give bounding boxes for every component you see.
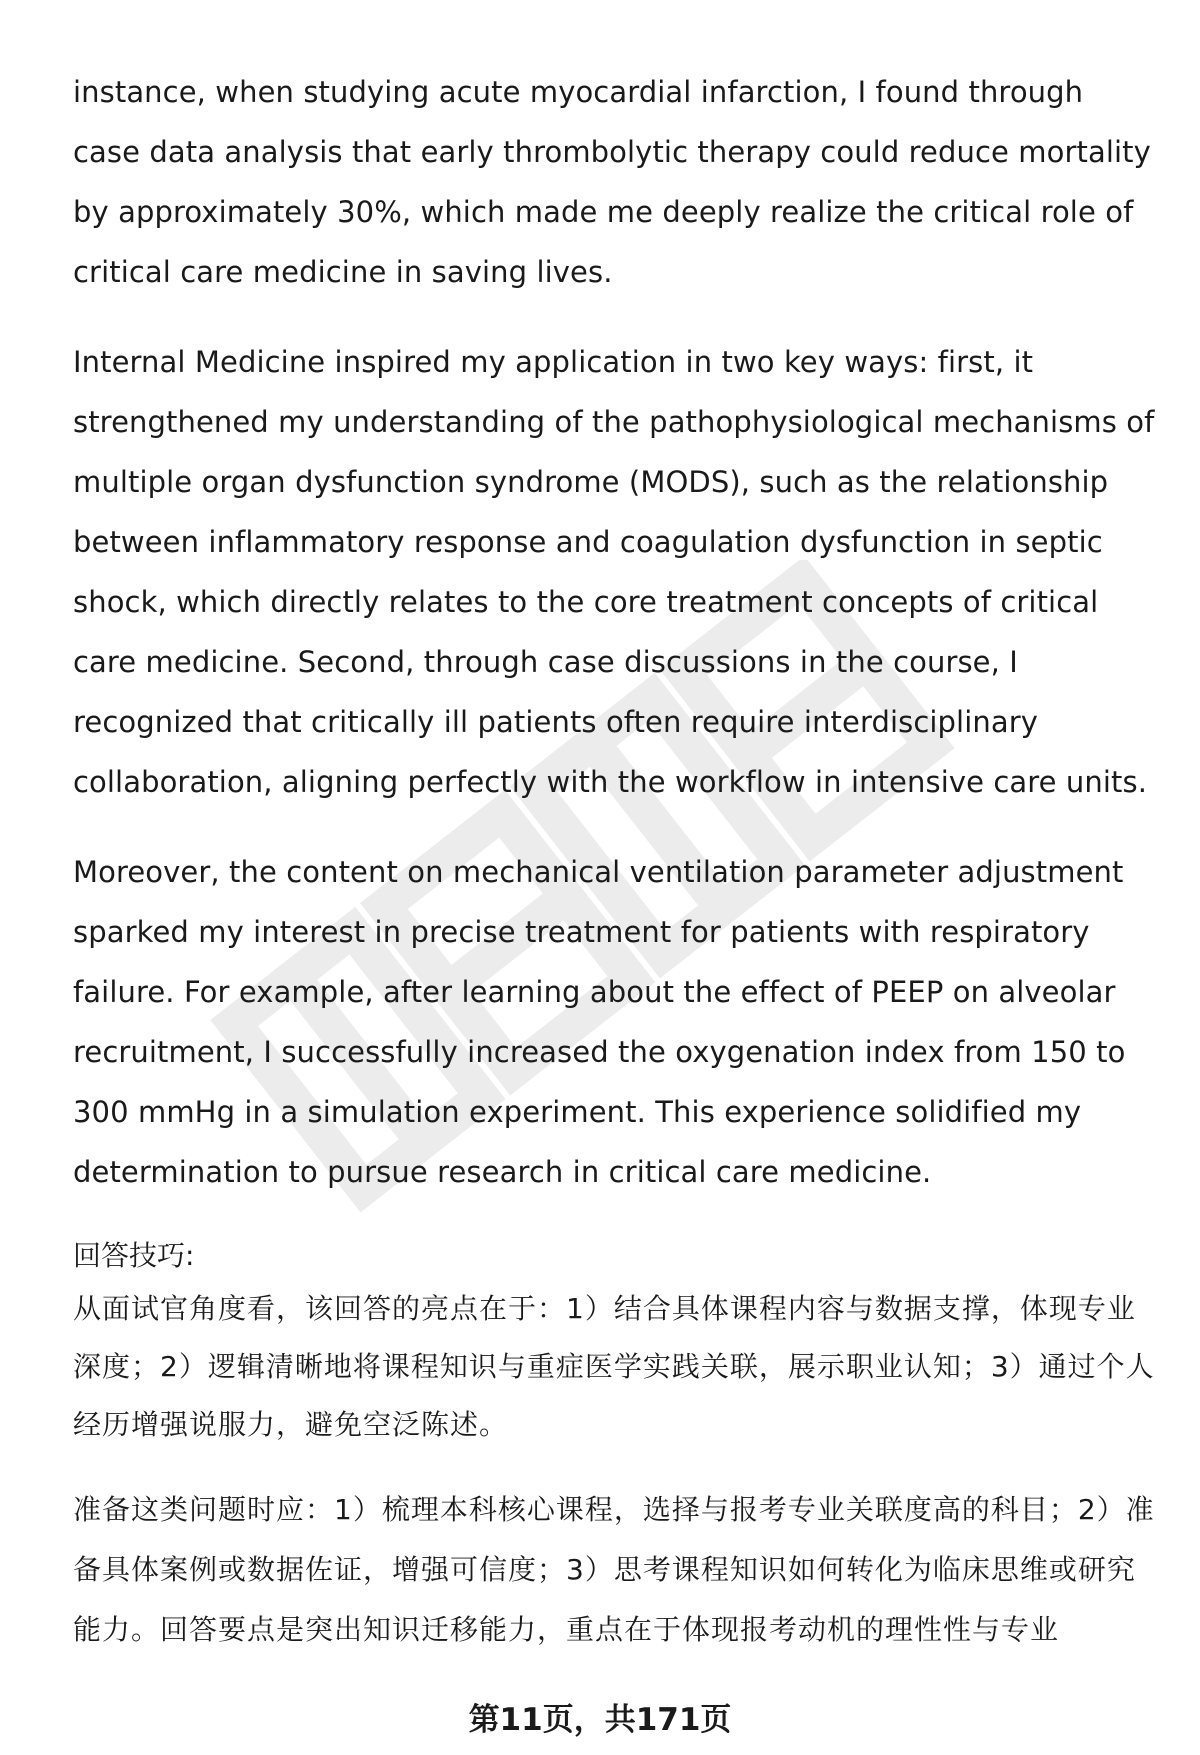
paragraph-thrombolytic: instance, when studying acute myocardial infarction, I found through case data analysis that early thrombolytic therapy could reduce mortality by approximately 30%, which made me deeply realize the critical role of critical care medicine in saving lives. — [73, 75, 1151, 289]
paragraph-mechanical-ventilation: Moreover, the content on mechanical ventilation parameter adjustment sparked my interest in precise treatment for patients with respiratory failure. For example, after learning about the effect of PEEP on alveolar recruitment, I successfully increased the oxygenation index from 150 to 300 mmHg in a simulation experiment. This experience solidified my determination to pursue research in critical care medicine. — [73, 855, 1126, 1189]
tips-paragraph-interviewer-view: 从面试官角度看，该回答的亮点在于：1）结合具体课程内容与数据支撑，体现专业深度；2）逻辑清晰地将课程知识与重症医学实践关联，展示职业认知；3）通过个人经历增强说服力，避免空泛陈述。 — [73, 1292, 1155, 1441]
paragraph-internal-medicine: Internal Medicine inspired my application in two key ways: first, it strengthened my understanding of the pathophysiological mechanisms of multiple organ dysfunction syndrome (MODS), such as the relationship between inflammatory response and coagulation dysfunction in septic shock, which directly relates to the core treatment concepts of critical care medicine. Second, through case discussions in the course, I recognized that critically ill patients often require interdisciplinary collaboration, aligning perfectly with the workflow in intensive care units. — [73, 345, 1155, 799]
tips-paragraph-preparation: 准备这类问题时应：1）梳理本科核心课程，选择与报考专业关联度高的科目；2）准备具体案例或数据佐证，增强可信度；3）思考课程知识如何转化为临床思维或研究能力。回答要点是突出知识迁移能力，重点在于体现报考动机的理性性与专业 — [73, 1493, 1155, 1646]
tips-heading: 回答技巧: — [73, 1239, 195, 1272]
page-indicator: 第11页，共171页 — [468, 1702, 732, 1738]
document-page — [73, 62, 1158, 1686]
